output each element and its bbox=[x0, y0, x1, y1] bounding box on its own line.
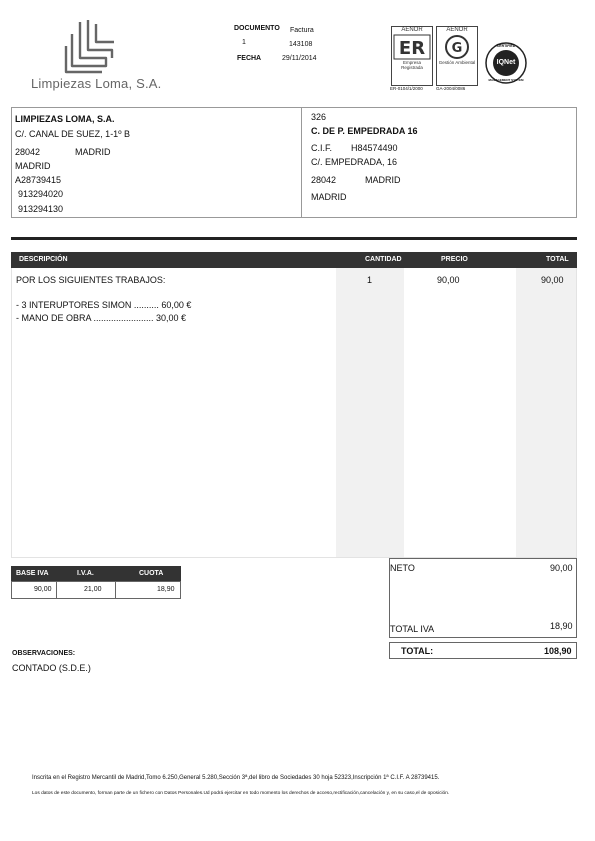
issuer-phone-2: 913294130 bbox=[18, 204, 64, 214]
company-name: Limpiezas Loma, S.A. bbox=[31, 76, 162, 91]
aenor-er-title: AENOR bbox=[401, 27, 423, 33]
tax-col-sep bbox=[56, 582, 57, 598]
registry-note: Inscrita en el Registro Mercantil de Madrid,Tomo 6.250,General 5.280,Sección 3ª,del libro de Sociedades 30 hoja 52323,Inscripción 1ª C.I.F. A 28739415. bbox=[32, 775, 440, 781]
item-description: POR LOS SIGUIENTES TRABAJOS: bbox=[16, 275, 166, 285]
date-value: 29/11/2014 bbox=[282, 55, 317, 62]
item-detail: - MANO DE OBRA ........................ 30,00 € bbox=[16, 313, 187, 323]
header-description: DESCRIPCIÓN bbox=[19, 256, 68, 263]
company-logo-icon bbox=[62, 18, 120, 76]
aenor-er-number: ER-0104/1/2000 bbox=[390, 86, 423, 91]
client-code: 326 bbox=[311, 112, 327, 122]
item-total: 90,00 bbox=[541, 275, 564, 285]
tax-base-value: 90,00 bbox=[34, 586, 52, 593]
svg-text:G: G bbox=[451, 41, 463, 56]
issuer-cif: A28739415 bbox=[15, 175, 62, 185]
svg-text:ER: ER bbox=[398, 38, 426, 59]
tax-header-amount: CUOTA bbox=[139, 570, 164, 577]
aenor-gestion-number: GA-2004/0086 bbox=[436, 86, 466, 91]
observations-label: OBSERVACIONES: bbox=[12, 650, 76, 657]
issuer-street: C/. CANAL DE SUEZ, 1-1º B bbox=[15, 129, 130, 139]
aenor-gestion-subtitle: Gestión Ambiental bbox=[438, 60, 476, 65]
client-cif-label: C.I.F. bbox=[311, 143, 333, 153]
issuer-phone-1: 913294020 bbox=[18, 189, 64, 199]
iva-label: TOTAL IVA bbox=[390, 624, 435, 634]
document-number-label: 1 bbox=[242, 39, 246, 46]
client-cif: H84574490 bbox=[351, 143, 398, 153]
section-rule bbox=[11, 237, 577, 240]
client-street: C/. EMPEDRADA, 16 bbox=[311, 157, 398, 167]
issuer-province: MADRID bbox=[15, 161, 51, 171]
tax-table-header bbox=[11, 566, 181, 581]
document-type-value: Factura bbox=[290, 27, 314, 34]
iqnet-bottom-text: MANAGEMENT SYSTEM bbox=[488, 78, 524, 82]
er-mark-icon bbox=[393, 34, 431, 60]
header-quantity: CANTIDAD bbox=[365, 256, 402, 263]
client-name: C. DE P. EMPEDRADA 16 bbox=[311, 126, 418, 136]
document-number-value: 143108 bbox=[289, 41, 313, 48]
iqnet-top-text: CERTIFIED bbox=[496, 44, 516, 48]
issuer-name: LIMPIEZAS LOMA, S.A. bbox=[15, 114, 115, 124]
tax-table-row bbox=[11, 581, 181, 599]
item-detail: - 3 INTERUPTORES SIMON .......... 60,00 € bbox=[16, 300, 192, 310]
tax-col-sep bbox=[115, 582, 116, 598]
grand-total-label: TOTAL: bbox=[401, 646, 434, 656]
items-table-body bbox=[11, 268, 577, 558]
gestion-ambiental-icon bbox=[442, 34, 472, 60]
net-label: NETO bbox=[390, 563, 415, 573]
iva-value: 18,90 bbox=[550, 621, 573, 631]
address-divider bbox=[301, 107, 302, 218]
issuer-city: MADRID bbox=[75, 147, 111, 157]
tax-header-base: BASE IVA bbox=[16, 570, 49, 577]
items-table-header bbox=[11, 252, 577, 268]
observations-text: CONTADO (S.D.E.) bbox=[12, 663, 91, 673]
tax-amount-value: 18,90 bbox=[157, 586, 175, 593]
grand-total-value: 108,90 bbox=[544, 646, 572, 656]
aenor-gestion-cert bbox=[436, 26, 478, 86]
document-type-label: DOCUMENTO bbox=[234, 25, 280, 32]
item-price: 90,00 bbox=[437, 275, 460, 285]
date-label: FECHA bbox=[237, 55, 262, 62]
aenor-er-subtitle: Empresa Registrada bbox=[401, 60, 423, 70]
tax-rate-value: 21,00 bbox=[84, 586, 102, 593]
client-city: MADRID bbox=[365, 175, 401, 185]
header-total: TOTAL bbox=[546, 256, 569, 263]
item-quantity: 1 bbox=[367, 275, 373, 285]
net-value: 90,00 bbox=[550, 563, 573, 573]
iqnet-cert bbox=[480, 42, 532, 84]
aenor-gestion-title: AENOR bbox=[446, 27, 468, 33]
issuer-postcode: 28042 bbox=[15, 147, 41, 157]
header-price: PRECIO bbox=[441, 256, 468, 263]
client-postcode: 28042 bbox=[311, 175, 337, 185]
aenor-er-cert bbox=[391, 26, 433, 86]
iqnet-name: IQNet bbox=[496, 59, 516, 66]
privacy-note: Los datos de este documento, forman parte de un fichero con Datos Personales.Ud podrá ejercitar en todo momento los derechos de acceso,rectificación,cancelación y, en su caso,el de oposición. bbox=[32, 791, 450, 796]
client-province: MADRID bbox=[311, 192, 347, 202]
tax-header-rate: I.V.A. bbox=[77, 570, 94, 577]
